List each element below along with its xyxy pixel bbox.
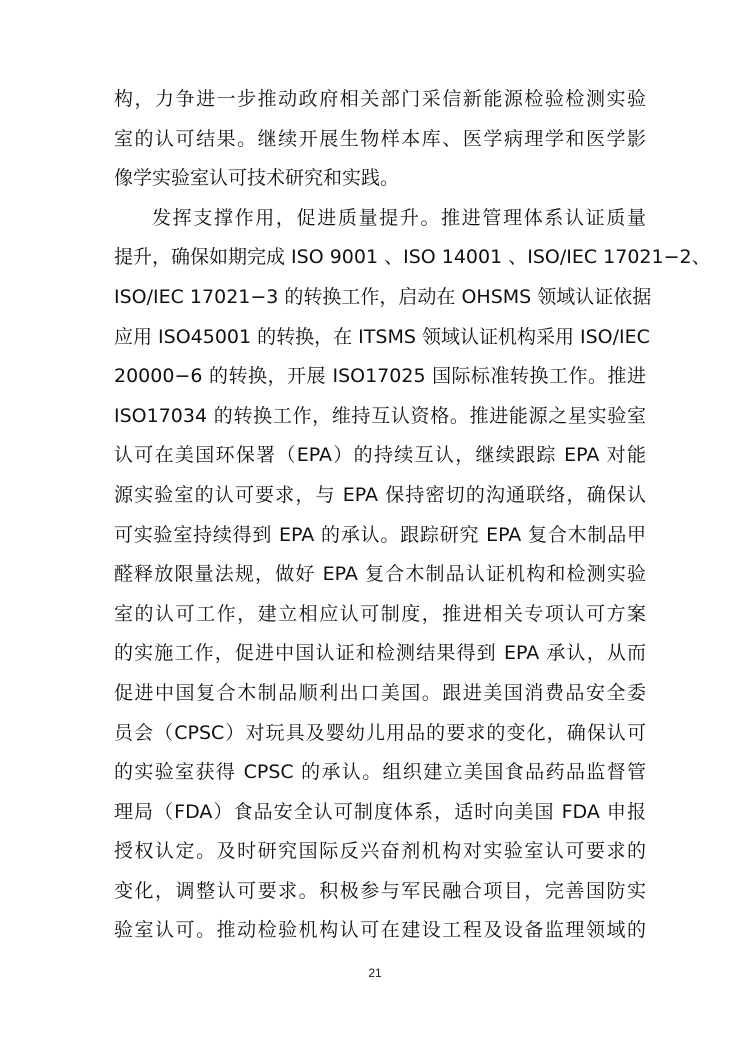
text-line-4: 发挥支撑作用，促进质量提升。推进管理体系认证质量 bbox=[152, 206, 646, 229]
text-line-10: 认可在美国环保署（EPA）的持续互认，继续跟踪 EPA 对能 bbox=[114, 444, 646, 467]
text-line-5: 提升，确保如期完成 ISO 9001 、ISO 14001 、ISO/IEC 17021−2、 bbox=[114, 246, 711, 269]
text-line-13: 醛释放限量法规，做好 EPA 复合木制品认证机构和检测实验 bbox=[114, 563, 646, 586]
text-line-20: 授权认定。及时研究国际反兴奋剂机构对实验室认可要求的 bbox=[114, 840, 646, 863]
text-line-2: 室的认可结果。继续开展生物样本库、医学病理学和医学影 bbox=[114, 127, 646, 150]
body-text bbox=[114, 80, 711, 951]
text-line-14: 室的认可工作，建立相应认可制度，推进相关专项认可方案 bbox=[114, 602, 646, 625]
text-line-18: 的实验室获得 CPSC 的承认。组织建立美国食品药品监督管 bbox=[114, 761, 646, 784]
text-line-11: 源实验室的认可要求，与 EPA 保持密切的沟通联络，确保认 bbox=[114, 483, 646, 506]
text-line-15: 的实施工作，促进中国认证和检测结果得到 EPA 承认，从而 bbox=[114, 642, 646, 665]
text-line-8: 20000−6 的转换，开展 ISO17025 国际标准转换工作。推进 bbox=[114, 365, 646, 388]
text-line-3: 像学实验室认可技术研究和实践。 bbox=[114, 167, 400, 190]
text-line-9: ISO17034 的转换工作，维持互认资格。推进能源之星实验室 bbox=[114, 404, 646, 427]
text-line-12: 可实验室持续得到 EPA 的承认。跟踪研究 EPA 复合木制品甲 bbox=[114, 523, 646, 546]
text-line-16: 促进中国复合木制品顺利出口美国。跟进美国消费品安全委 bbox=[114, 681, 646, 704]
text-line-19: 理局（FDA）食品安全认可制度体系，适时向美国 FDA 申报 bbox=[114, 800, 646, 823]
text-line-17: 员会（CPSC）对玩具及婴幼儿用品的要求的变化，确保认可 bbox=[114, 721, 646, 744]
page-number: 21 bbox=[368, 966, 382, 980]
text-line-21: 变化，调整认可要求。积极参与军民融合项目，完善国防实 bbox=[114, 879, 646, 902]
text-line-22: 验室认可。推动检验机构认可在建设工程及设备监理领域的 bbox=[114, 919, 646, 942]
text-line-1: 构，力争进一步推动政府相关部门采信新能源检验检测实验 bbox=[114, 88, 646, 110]
text-line-6: ISO/IEC 17021−3 的转换工作，启动在 OHSMS 领域认证依据 bbox=[114, 285, 652, 308]
text-line-7: 应用 ISO45001 的转换，在 ITSMS 领域认证机构采用 ISO/IEC bbox=[114, 325, 650, 348]
